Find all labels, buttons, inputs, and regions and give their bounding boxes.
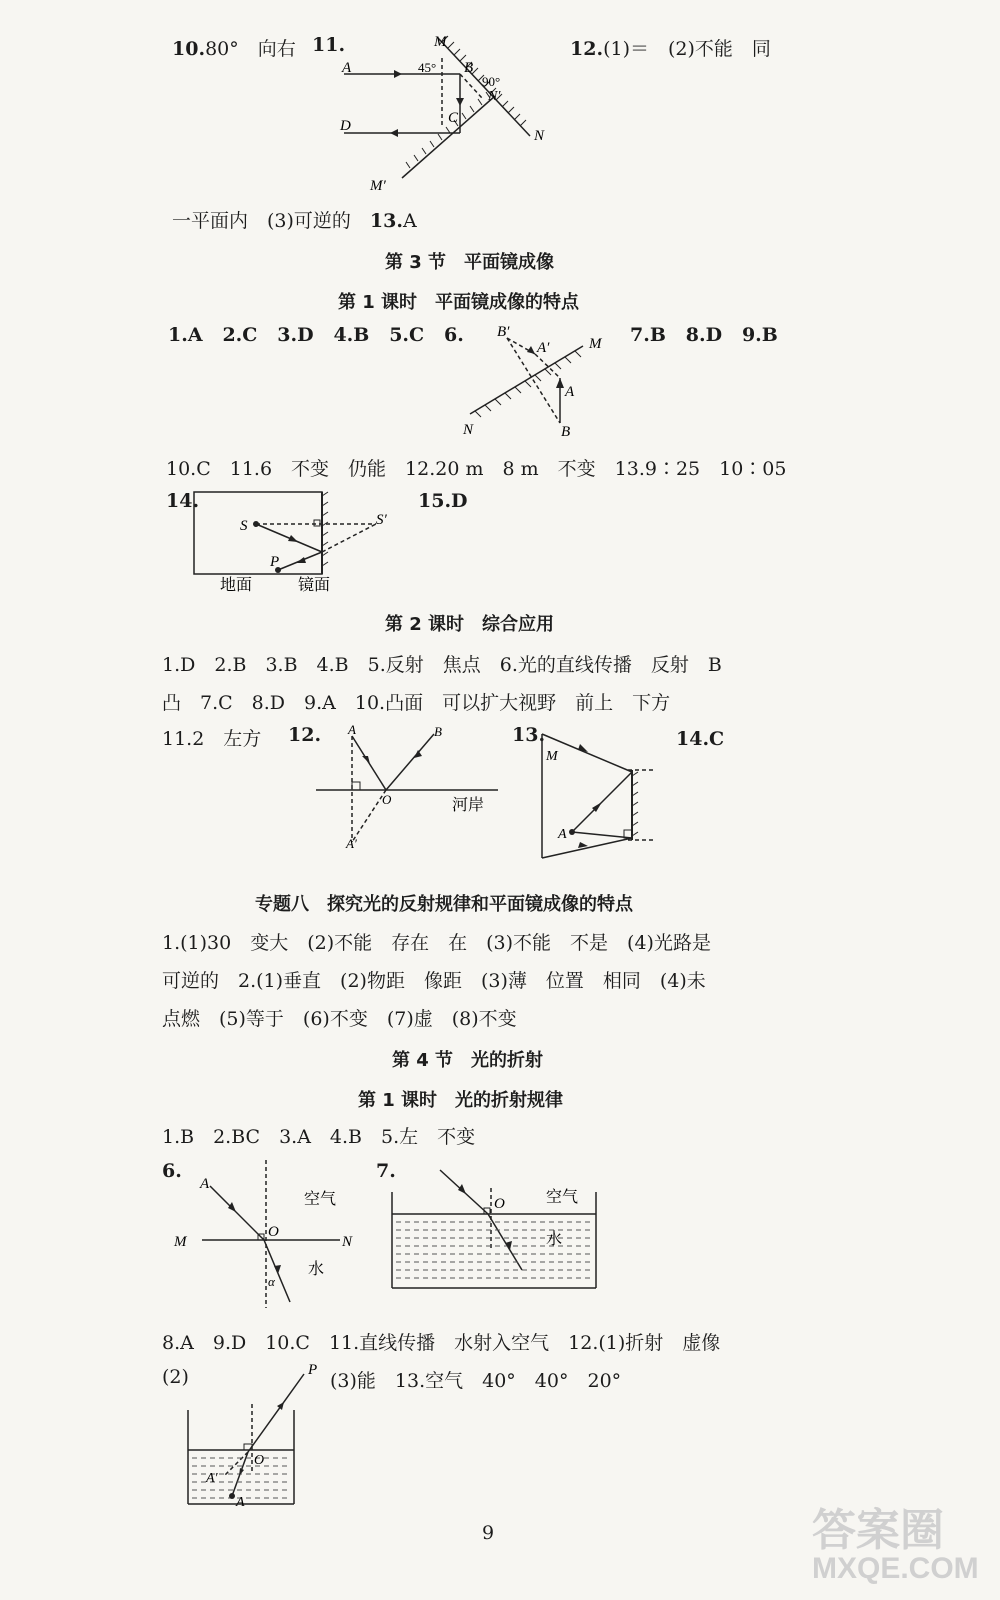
- section-3-title: 第 3 节 平面镜成像: [385, 252, 555, 273]
- answer-line-2: 一平面内 (3)可逆的 13.A: [172, 210, 417, 232]
- q15-answer: 15.D: [418, 490, 468, 512]
- section-4-title: 第 4 节 光的折射: [392, 1050, 544, 1071]
- label-water: 水: [308, 1261, 325, 1278]
- label-M: M: [546, 749, 558, 764]
- answer-line-13-part2: (2): [162, 1366, 189, 1388]
- answer-line-5: 1.D 2.B 3.B 4.B 5.反射 焦点 6.光的直线传播 反射 B: [162, 654, 722, 676]
- diagram-q12-tank-image: [184, 1360, 334, 1510]
- label-ground: 地面: [220, 577, 253, 594]
- topic-8-title: 专题八 探究光的反射规律和平面镜成像的特点: [255, 894, 633, 915]
- q12-answer: 12.(1)＝ (2)不能 同: [570, 38, 771, 60]
- label-B: B: [464, 60, 474, 76]
- label-B: B: [561, 424, 571, 440]
- label-alpha: α: [268, 1274, 275, 1289]
- answer-line-10: 点燃 (5)等于 (6)不变 (7)虚 (8)不变: [162, 1008, 517, 1030]
- diagram-q11-periscope: [330, 28, 560, 198]
- diagram-q12-river-bank: [310, 722, 510, 857]
- q12-number: 12.: [288, 724, 322, 746]
- label-N: N: [534, 128, 545, 144]
- section-4-lesson-1-title: 第 1 课时 光的折射规律: [358, 1090, 564, 1111]
- label-O: O: [268, 1224, 279, 1240]
- label-90-degrees: 90°: [482, 74, 501, 89]
- label-A-prime: A′: [346, 836, 357, 851]
- diagram-q6-refraction: [172, 1156, 362, 1311]
- q14-number: 14.: [166, 490, 200, 512]
- label-M: M: [589, 336, 602, 352]
- answer-line-12: 8.A 9.D 10.C 11.直线传播 水射入空气 12.(1)折射 虚像: [162, 1332, 721, 1354]
- label-water: 水: [546, 1231, 563, 1248]
- q11-number: 11.: [312, 34, 346, 56]
- label-S: S: [240, 518, 248, 534]
- label-A: A: [565, 384, 575, 400]
- label-mirror: 镜面: [298, 577, 331, 594]
- label-B-prime: B′: [497, 324, 510, 340]
- answer-line-3-after: 7.B 8.D 9.B: [630, 324, 778, 346]
- diagram-q13-mirror-field: [532, 730, 662, 860]
- q14-answer: 14.C: [676, 728, 725, 750]
- answer-line-1: 10.80° 向右: [172, 38, 296, 60]
- label-N-prime: N′: [488, 89, 501, 104]
- label-P: P: [270, 554, 280, 570]
- section-3-lesson-2-title: 第 2 课时 综合应用: [385, 614, 555, 635]
- label-N: N: [342, 1234, 353, 1250]
- watermark-logo: 答案圈: [812, 1506, 944, 1555]
- answer-line-6: 凸 7.C 8.D 9.A 10.凸面 可以扩大视野 前上 下方: [162, 692, 671, 714]
- diagram-q6-mirror-image: [455, 318, 625, 440]
- label-M-prime: M′: [370, 178, 386, 194]
- label-O: O: [494, 1196, 505, 1212]
- label-air: 空气: [304, 1191, 337, 1208]
- label-A: A: [558, 827, 567, 842]
- answer-line-4: 10.C 11.6 不变 仍能 12.20 m 8 m 不变 13.9∶25 10∶05: [166, 458, 787, 480]
- diagram-q14-mirror-room: [190, 486, 410, 596]
- label-45-degrees: 45°: [418, 60, 437, 75]
- label-M: M: [174, 1234, 187, 1250]
- answer-line-11: 1.B 2.BC 3.A 4.B 5.左 不变: [162, 1126, 476, 1148]
- label-A-prime: A′: [206, 1471, 218, 1486]
- label-air: 空气: [546, 1189, 579, 1206]
- refraction-q7-number: 7.: [376, 1160, 396, 1182]
- watermark-url: MXQE.COM: [812, 1552, 979, 1585]
- section-3-lesson-1-title: 第 1 课时 平面镜成像的特点: [338, 292, 580, 313]
- label-S-prime: S′: [376, 512, 387, 528]
- answer-line-9: 可逆的 2.(1)垂直 (2)物距 像距 (3)薄 位置 相同 (4)未: [162, 970, 706, 992]
- answer-line-3: 1.A 2.C 3.D 4.B 5.C 6.: [168, 324, 464, 346]
- label-A-prime: A′: [537, 340, 550, 356]
- label-B: B: [434, 724, 442, 739]
- answer-line-13-rest: (3)能 13.空气 40° 40° 20°: [330, 1370, 622, 1392]
- label-D: D: [340, 118, 351, 134]
- label-A: A: [342, 60, 352, 76]
- diagram-q7-tank-refraction: [388, 1158, 608, 1293]
- q13-number: 13.: [512, 724, 546, 746]
- label-river-bank: 河岸: [452, 797, 485, 814]
- label-P: P: [308, 1362, 318, 1378]
- label-A: A: [236, 1495, 245, 1510]
- answer-line-8: 1.(1)30 变大 (2)不能 存在 在 (3)不能 不是 (4)光路是: [162, 932, 711, 954]
- page-number: 9: [482, 1522, 495, 1544]
- q11-answer: 11.2 左方: [162, 728, 262, 750]
- label-A: A: [200, 1176, 210, 1192]
- label-A: A: [348, 722, 356, 737]
- label-O: O: [382, 792, 392, 807]
- label-M: M: [434, 34, 447, 50]
- refraction-q6-number: 6.: [162, 1160, 182, 1182]
- label-N: N: [463, 422, 474, 438]
- label-C: C: [448, 110, 459, 126]
- label-O: O: [254, 1453, 265, 1468]
